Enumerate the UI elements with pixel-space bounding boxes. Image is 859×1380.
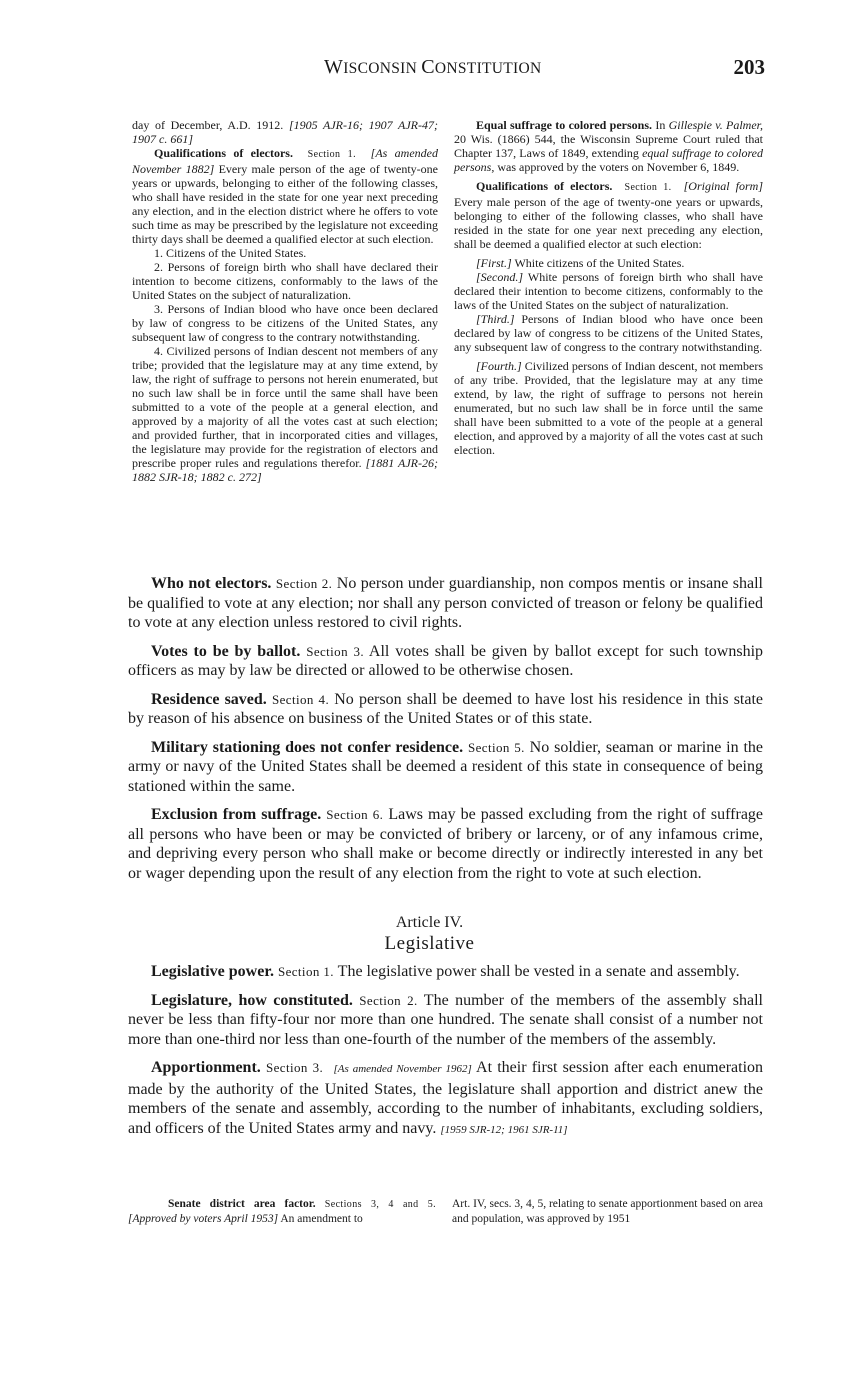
a4-s3-note: [As amended November 1962] [333, 1063, 472, 1075]
right-p1-heading: Equal suffrage to colored persons. [476, 118, 653, 132]
right-first-text: White citizens of the United States. [511, 256, 685, 270]
right-second-text: White persons of foreign birth who shall have declared their intention to become citizens, conformably to the laws of the United States on the subject of naturalization. [454, 270, 763, 312]
left-p0 [132, 118, 438, 146]
section-votes-by-ballot [128, 642, 763, 681]
s6-section: Section 6. [326, 807, 384, 822]
footnote-left-body [128, 1197, 436, 1227]
section-legislature-constituted [128, 991, 763, 1050]
left-item-4-cite: [1881 AJR-26; 1882 SJR-18; 1882 c. 272] [132, 456, 439, 484]
a4-s1-heading: Legislative power. [151, 963, 274, 980]
s3-text: All votes shall be given by ballot except for such township officers as may by law be directed or allowed to be otherwise chosen. [128, 642, 764, 679]
title-rest-1: ISCONSIN [343, 60, 422, 77]
s2-section: Section 2. [275, 576, 333, 591]
left-item-4 [132, 344, 438, 484]
left-qualifications-1882 [132, 146, 438, 246]
right-fourth-text: Civilized persons of Indian descent, not members of any tribe. Provided, that the legislature may at any time extend, by law, the right of suffrage to persons not herein enumerated, but no such law shall be in force until the same shall have been submitted to a vote of the people at a general election, and approved by a majority of all the votes cast at such election. [454, 359, 763, 457]
section-exclusion-from-suffrage [128, 805, 763, 883]
s5-text: No soldier, seaman or marine in the army or navy of the United States shall be deemed a resident of this state in consequence of being stationed within the same. [128, 738, 764, 795]
s5-heading: Military stationing does not confer residence. [151, 738, 464, 756]
s3-heading: Votes to be by ballot. [151, 642, 301, 660]
section-who-not-electors [128, 574, 763, 633]
section-legislative-power [128, 962, 763, 982]
left-p1-text: Every male person of the age of twenty-one years or upwards, belonging to either of the following classes, who shall have resided in the state for one year next preceding any election, and in the election district where he offers to vote such time as may be prescribed by the legislature not exceeding thirty days shall be deemed a qualified elector at such election. [132, 162, 438, 246]
right-p1-a: In [652, 118, 669, 132]
left-item-3: 3. Persons of Indian blood who have once been declared by law of congress to be citizens of the United States, any subsequent law of congress to the contrary notwithstanding. [132, 302, 438, 344]
right-first [454, 256, 763, 270]
s5-section: Section 5. [467, 739, 525, 755]
right-third-text: Persons of Indian blood who have once been declared by law of congress to be citizens of the United States, any subsequent law of congress to the contrary notwithstanding. [454, 312, 763, 354]
left-p1-heading: Qualifications of electors. [154, 146, 293, 160]
left-p0-cite: [1905 AJR-16; 1907 AJR-47; 1907 c. 661] [132, 118, 438, 146]
a4-s3-text: At their first session after each enumeration made by the authority of the United States, the legislature shall apportion and district anew the members of the senate and assembly, according to the number of inhabitants, excluding soldiers, and officers of the United States army and navy. [128, 1059, 764, 1137]
right-qualifications-original [454, 179, 763, 251]
article-4-sections [128, 962, 763, 1149]
page-number: 203 [733, 55, 765, 79]
a4-s2-text: The number of the members of the assembly shall never be less than fifty-four nor more than one hundred. The senate shall consist of a number not more than one-third nor less than one-fourth of the number of the members of the assembly. [128, 991, 764, 1048]
article-3-sections [128, 574, 763, 892]
right-p1-italic: equal suffrage to colored persons, [454, 146, 764, 174]
right-p1-c: was approved by the voters on November 6, 1849. [494, 160, 740, 174]
section-apportionment [128, 1058, 763, 1140]
right-p1-b: 20 Wis. (1866) 544, the Wisconsin Supreme Court ruled that Chapter 137, Laws of 1849, extending [454, 132, 763, 160]
footnote-left-heading: Senate district area factor. [168, 1198, 316, 1210]
s2-heading: Who not electors. [151, 575, 272, 592]
right-column [454, 118, 763, 462]
footnote-left-text: An amendment to [278, 1213, 363, 1225]
s3-section: Section 3. [306, 643, 364, 659]
a4-s2-heading: Legislature, how constituted. [151, 991, 353, 1009]
s2-text: No person under guardianship, non compos mentis or insane shall be qualified to vote at any election; nor shall any person convicted of treason or felony be qualified to vote at any election unless restored to civil rights. [128, 575, 764, 631]
section-military-stationing [128, 738, 763, 797]
a4-s3-cite: [1959 SJR-12; 1961 SJR-11] [440, 1123, 568, 1136]
page-header [0, 56, 859, 86]
right-third [454, 312, 763, 354]
footnote-left-section: Sections 3, 4 and 5. [324, 1199, 437, 1210]
right-second [454, 270, 763, 312]
a4-s1-section: Section 1. [277, 964, 334, 979]
left-column [132, 118, 438, 484]
left-p1-section: Section 1. [307, 149, 356, 160]
footnote-left [128, 1197, 436, 1227]
right-first-label: [First.] [476, 256, 512, 270]
s4-heading: Residence saved. [151, 690, 267, 708]
article-label: Article IV. [395, 914, 464, 931]
left-p0-text: day of December, A.D. 1912. [132, 118, 289, 132]
right-fourth [454, 359, 763, 457]
section-residence-saved [128, 690, 763, 729]
a4-s2-section: Section 2. [359, 992, 418, 1008]
right-p2-text: Every male person of the age of twenty-one years or upwards, belonging to either of the following classes, who shall have resided in the state for one year next preceding any election, shall be deemed a qualified elector at such election: [454, 195, 763, 251]
right-fourth-label: [Fourth.] [476, 359, 522, 373]
s4-section: Section 4. [271, 691, 330, 707]
left-item-1: 1. Citizens of the United States. [154, 246, 307, 260]
left-p1-note: [As amended November 1882] [132, 146, 438, 176]
left-item-2: 2. Persons of foreign birth who shall have declared their intention to become citizens, conformably to the laws of the United States on the subject of naturalization. [132, 260, 438, 302]
s6-text: Laws may be passed excluding from the right of suffrage all persons who have been or may be convicted of bribery or larceny, or of any infamous crime, and depriving every person who shall make or become directly or indirectly interested in any bet or wager depending upon the result of any election from the right to vote at such election. [128, 806, 764, 882]
right-third-label: [Third.] [476, 312, 515, 326]
right-p2-heading: Qualifications of electors. [476, 179, 613, 193]
s4-text: No person shall be deemed to have lost his residence in this state by reason of his absence on business of the United States or of this state. [128, 690, 764, 727]
article-title: Legislative [384, 933, 475, 954]
right-p2-note: [Original form] [683, 179, 764, 193]
right-p1-case: Gillespie v. Palmer, [668, 118, 763, 132]
left-item-4-text: 4. Civilized persons of Indian descent not members of any tribe; provided that the legislature may at any time extend, by law, the right of suffrage to persons not herein enumerated, but no such law shall be in force until the same shall have been submitted to a vote of the people at a general election, and approved by a majority of all the votes cast at such election; and provided further, that in incorporated cities and villages, the legislature may provide for the registration of electors and prescribe proper rules and regulations therefor. [132, 344, 438, 470]
s6-heading: Exclusion from suffrage. [151, 806, 322, 823]
title-initial-1: W [324, 56, 344, 78]
a4-s1-text: The legislative power shall be vested in a senate and assembly. [333, 963, 740, 980]
a4-s3-heading: Apportionment. [151, 1059, 261, 1076]
right-second-label: [Second.] [476, 270, 523, 284]
title-initial-2: C [421, 56, 435, 78]
right-p2-section: Section 1. [624, 182, 672, 193]
footnote-right: Art. IV, secs. 3, 4, 5, relating to senate apportionment based on area and population, was approved by 1951 [452, 1198, 763, 1225]
title-rest-2: ONSTITUTION [434, 60, 542, 77]
right-equal-suffrage [454, 118, 763, 174]
footnote-left-note: [Approved by voters April 1953] [128, 1213, 279, 1225]
running-title [324, 56, 542, 79]
a4-s3-section: Section 3. [265, 1060, 324, 1075]
